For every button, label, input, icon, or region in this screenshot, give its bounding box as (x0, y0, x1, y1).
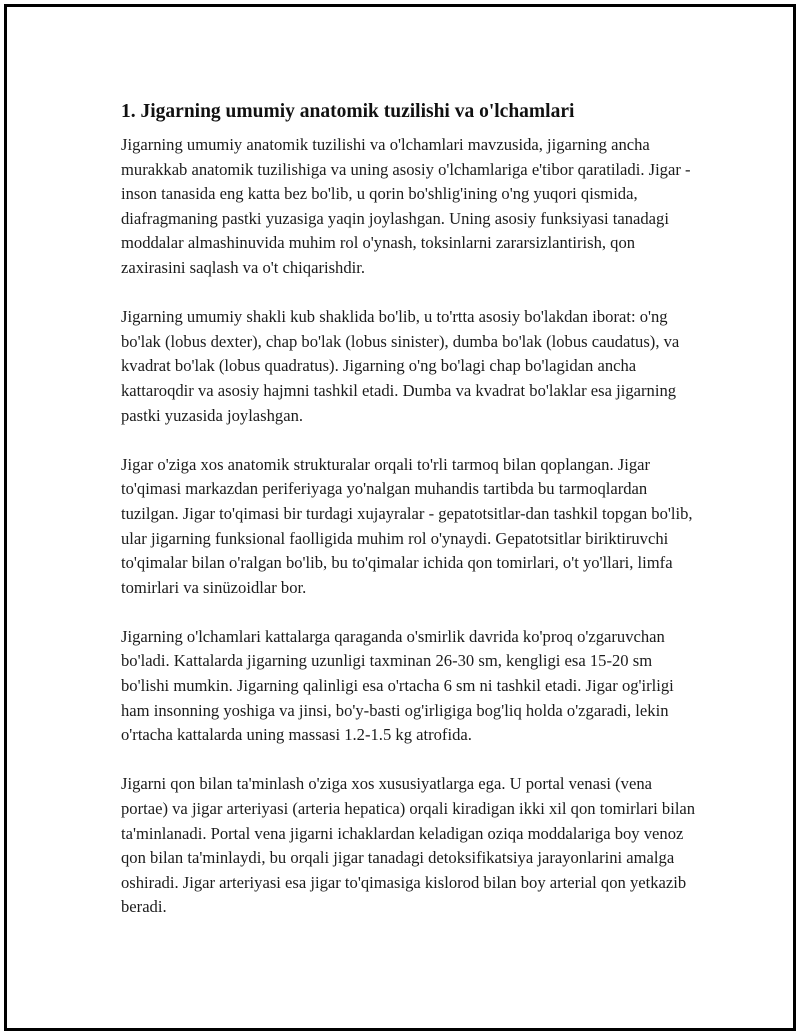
paragraph-2: Jigarning umumiy shakli kub shaklida bo'lib, u to'rtta asosiy bo'lakdan iborat: o'ng bo'lak (lobus dexter), chap bo'lak (lobus sinister), dumba bo'lak (lobus caudatus), va kvadrat bo'lak (lobus quadratus). Jigarning o'ng bo'lagi chap bo'lagidan ancha kattaroqdir va asosiy hajmni tashkil etadi. Dumba va kvadrat bo'laklar esa jigarning pastki yuzasida joylashgan. (121, 307, 680, 425)
paragraph-4: Jigarning o'lchamlari kattalarga qaraganda o'smirlik davrida ko'proq o'zgaruvchan bo'ladi. Kattalarda jigarning uzunligi taxminan 26-30 sm, kengligi esa 15-20 sm bo'lishi mumkin. Jigarning qalinligi esa o'rtacha 6 sm ni tashkil etadi. Jigar og'irligi ham insonning yoshiga va jinsi, bo'y-basti og'irligiga bog'liq holda o'zgaradi, lekin o'rtacha kattalarda uning massasi 1.2-1.5 kg atrofida. (121, 626, 674, 745)
paragraph-3: Jigar o'ziga xos anatomik strukturalar orqali to'rli tarmoq bilan qoplangan. Jigar to'qimasi markazdan periferiyaga yo'nalgan muhandis tartibda bu tarmoqlardan tuzilgan. Jigar to'qimasi bir turdagi xujayralar - gepatotsitlar-dan tashkil topgan bo'lib, ular jigarning funksional faolligida muhim rol o'ynaydi. Gepatotsitlar biriktiruvchi to'qimalar bilan o'ralgan bo'lib, bu to'qimalar ichida qon tomirlari, o't yo'llari, limfa tomirlari va sinüzoidlar bor. (121, 454, 693, 597)
paragraph-5: Jigarni qon bilan ta'minlash o'ziga xos xususiyatlarga ega. U portal venasi (vena portae) va jigar arteriyasi (arteria hepatica) orqali kiradigan ikki xil qon tomirlari bilan ta'minlanadi. Portal vena jigarni ichaklardan keladigan oziqa moddalariga boy venoz qon bilan ta'minlaydi, bu orqali jigar tanadagi detoksifikatsiya jarayonlarini amalga oshiradi. Jigar arteriyasi esa jigar to'qimasiga kislorod bilan boy arterial qon yetkazib beradi. (121, 774, 696, 917)
section-heading: 1. Jigarning umumiy anatomik tuzilishi va o'lchamlari (121, 101, 575, 122)
paragraph-1: Jigarning umumiy anatomik tuzilishi va o'lchamlari mavzusida, jigarning ancha murakkab anatomik tuzilishiga va uning asosiy o'lchamlariga e'tibor qaratiladi. Jigar - inson tanasida eng katta bez bo'lib, u qorin bo'shlig'ining o'ng yuqori qismida, diafragmaning pastki yuzasiga yaqin joylashgan. Uning asosiy funksiyasi tanadagi moddalar almashinuvida muhim rol o'ynash, toksinlarni zararsizlantirish, qon zaxirasini saqlash va o't chiqarishdir. (121, 135, 691, 277)
page-frame (4, 4, 796, 1031)
document-body (121, 99, 696, 945)
